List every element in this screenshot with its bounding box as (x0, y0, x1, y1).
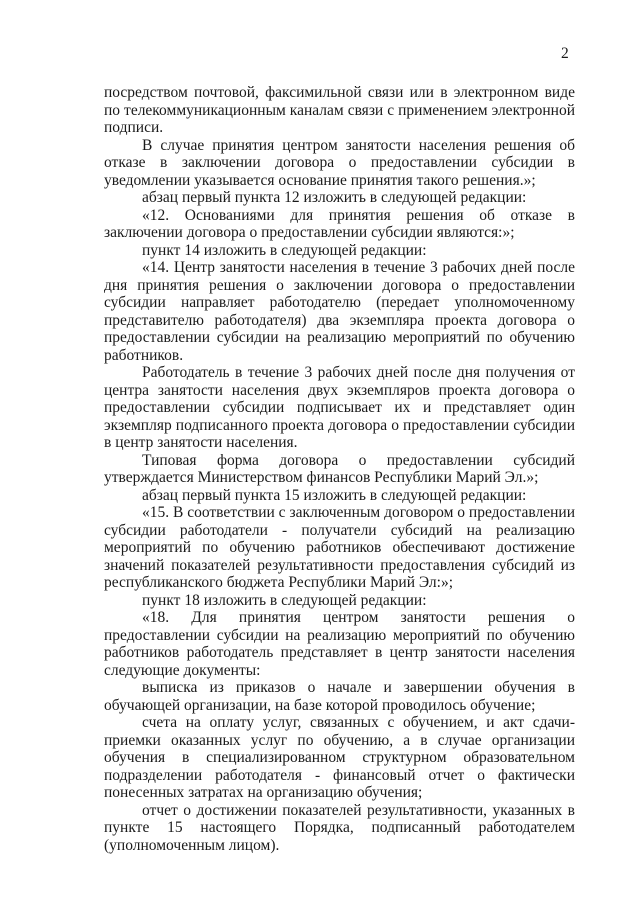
paragraph: абзац первый пункта 12 изложить в следующей редакции: (142, 189, 527, 206)
paragraph: «18. Для принятия центром занятости решения о предоставлении субсидии на реализацию мероприятий по обучению работников работодатель представляет в центр занятости населения следующие документы: (104, 609, 575, 679)
paragraph: Типовая форма договора о предоставлении субсидий утверждается Министерством финансов Республики Марий Эл.»; (104, 451, 575, 486)
paragraph: «15. В соответствии с заключенным договором о предоставлении субсидии работодатели - получатели субсидий на реализацию мероприятий по обучению работников обеспечивают достижение значений показателей результативности предоставления субсидий из республиканского бюджета Республики Марий Эл:»; (104, 504, 575, 591)
paragraph: посредством почтовой, факсимильной связи или в электронном виде по телекоммуникационным каналам связи с применением электронной подписи. (104, 84, 575, 136)
paragraph: «14. Центр занятости населения в течение 3 рабочих дней после дня принятия решения о заключении договора о предоставлении субсидии направляет работодателю (передает уполномоченному представителю работодателя) два экземпляра проекта договора о предоставлении субсидии на реализацию мероприятий по обучению работников. (104, 259, 575, 364)
paragraph: Работодатель в течение 3 рабочих дней после дня получения от центра занятости населения двух экземпляров проекта договора о предоставлении субсидии подписывает их и представляет один экземпляр подписанного проекта договора о предоставлении субсидии в центр занятости населения. (104, 364, 575, 451)
paragraph: пункт 18 изложить в следующей редакции: (142, 591, 427, 609)
paragraph: пункт 14 изложить в следующей редакции: (142, 241, 427, 259)
page-number: 2 (561, 45, 569, 62)
document-body (104, 84, 575, 854)
paragraph: «12. Основаниями для принятия решения об отказе в заключении договора о предоставлении субсидии являются:»; (104, 206, 575, 241)
paragraph: В случае принятия центром занятости населения решения об отказе в заключении договора о предоставлении субсидии в уведомлении указывается основание принятия такого решения.»; (104, 136, 575, 189)
paragraph: абзац первый пункта 15 изложить в следующей редакции: (142, 486, 527, 504)
paragraph: отчет о достижении показателей результативности, указанных в пункте 15 настоящего Порядка, подписанный работодателем (уполномоченным лицом). (104, 801, 575, 854)
paragraph: выписка из приказов о начале и завершении обучения в обучающей организации, на базе которой проводилось обучение; (104, 679, 575, 714)
paragraph: счета на оплату услуг, связанных с обучением, и акт сдачи-приемки оказанных услуг по обучению, а в случае организации обучения в специализированном структурном образовательном подразделении работодателя - финансовый отчет о фактически понесенных затратах на организацию обучения; (104, 714, 575, 801)
